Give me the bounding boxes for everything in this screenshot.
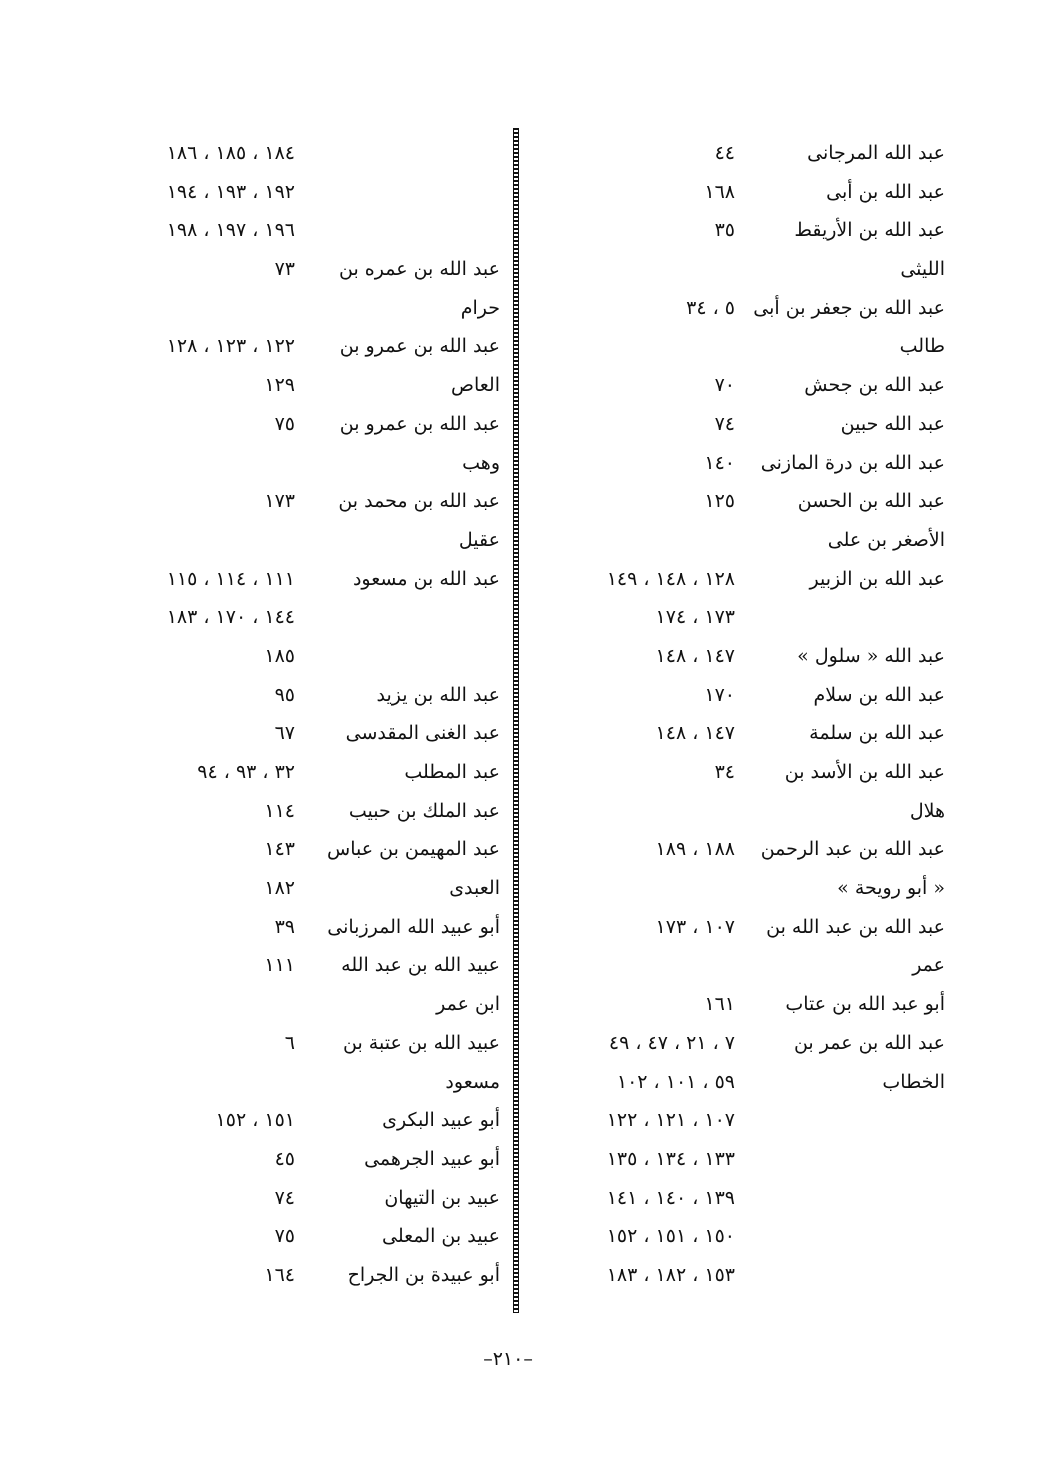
- entry-pages: ١٤٧ ، ١٤٨: [655, 644, 735, 667]
- entry-name: عبد الله بن الحسن: [797, 490, 945, 513]
- entry-pages: ١٨٨ ، ١٨٩: [655, 838, 735, 861]
- entry-pages: ١٧٠: [704, 683, 735, 706]
- entry-pages: ١٠٧ ، ١٢١ ، ١٢٢: [606, 1109, 735, 1132]
- index-column-left: [120, 138, 500, 1298]
- entry-name: عبيد الله بن عبد الله: [341, 954, 500, 977]
- entry-name: عبد المهيمن بن عباس: [327, 838, 500, 861]
- index-entry: [545, 641, 945, 680]
- index-entry: [545, 1067, 945, 1106]
- entry-pages: ١١١ ، ١١٤ ، ١١٥: [166, 567, 295, 590]
- index-entry: [120, 950, 500, 989]
- entry-pages: ١٤٧ ، ١٤٨: [655, 722, 735, 745]
- entry-name: عبد الله حبين: [840, 412, 945, 435]
- index-entry: [120, 564, 500, 603]
- entry-pages: ١٦٨: [704, 180, 735, 203]
- index-entry: [545, 448, 945, 487]
- index-entry: [120, 293, 500, 332]
- index-entry: [120, 1105, 500, 1144]
- entry-pages: ١٥٠ ، ١٥١ ، ١٥٢: [606, 1225, 735, 1248]
- entry-name: العاص: [451, 374, 500, 397]
- entry-name: أبو عبيد الجرهمى: [364, 1147, 500, 1170]
- index-entry: [545, 1105, 945, 1144]
- index-entry: [545, 834, 945, 873]
- entry-name: عبد الله بن عبد الله بن: [766, 915, 945, 938]
- entry-name: عبد الله بن سلمة: [809, 722, 945, 745]
- entry-pages: ٥ ، ٣٤: [686, 296, 735, 319]
- entry-pages: ٧٥: [274, 1225, 295, 1248]
- index-entry: [120, 834, 500, 873]
- entry-name: عقيل: [458, 528, 500, 551]
- index-entry: [120, 912, 500, 951]
- entry-pages: ١٣٩ ، ١٤٠ ، ١٤١: [606, 1186, 735, 1209]
- index-entry: [545, 525, 945, 564]
- index-entry: [120, 486, 500, 525]
- index-entry: [545, 1028, 945, 1067]
- index-entry: [120, 448, 500, 487]
- index-entry: [545, 177, 945, 216]
- entry-pages: ١٨٥: [264, 644, 295, 667]
- entry-name: عبد الله بن الزبير: [809, 567, 945, 590]
- index-entry: [545, 1144, 945, 1183]
- entry-pages: ١٩٢ ، ١٩٣ ، ١٩٤: [166, 180, 295, 203]
- index-entry: [120, 138, 500, 177]
- index-entry: [120, 1067, 500, 1106]
- index-entry: [545, 293, 945, 332]
- entry-name: عبد الله بن محمد بن: [338, 490, 500, 513]
- entry-pages: ٧٤: [274, 1186, 295, 1209]
- index-entry: [120, 1144, 500, 1183]
- entry-name: عبد الله « سلول »: [797, 644, 945, 667]
- entry-pages: ١٩٦ ، ١٩٧ ، ١٩٨: [166, 219, 295, 242]
- entry-pages: ٣٩: [274, 915, 295, 938]
- index-entry: [120, 602, 500, 641]
- index-entry: [545, 254, 945, 293]
- entry-name: عبد الله بن جعفر بن أبى: [753, 296, 945, 319]
- entry-pages: ٦٧: [274, 722, 295, 745]
- entry-pages: ٧٠: [714, 374, 735, 397]
- entry-name: عبد الله بن عمره بن: [338, 258, 500, 281]
- entry-pages: ١٢٥: [704, 490, 735, 513]
- entry-pages: ٤٤: [714, 142, 735, 164]
- entry-pages: ١٤٣: [264, 838, 295, 861]
- index-entry: [545, 331, 945, 370]
- entry-pages: ١٢٩: [264, 374, 295, 397]
- index-entry: [120, 370, 500, 409]
- entry-name: عبد الغنى المقدسى: [345, 722, 500, 745]
- entry-pages: ١٧٣ ، ١٧٤: [655, 606, 735, 629]
- entry-pages: ١٠٧ ، ١٧٣: [655, 915, 735, 938]
- entry-pages: ٧٤: [714, 412, 735, 435]
- index-entry: [545, 989, 945, 1028]
- entry-name: طالب: [899, 335, 945, 358]
- entry-pages: ٦: [284, 1031, 295, 1054]
- entry-pages: ١١١: [264, 954, 295, 977]
- entry-name: عبيد الله بن عتبة بن: [343, 1031, 500, 1054]
- index-entry: [120, 757, 500, 796]
- entry-pages: ١٨٢: [264, 877, 295, 900]
- entry-name: عبد الله بن يزيد: [376, 683, 500, 706]
- entry-pages: ١٣٣ ، ١٣٤ ، ١٣٥: [606, 1147, 735, 1170]
- entry-name: العبدى: [449, 877, 500, 900]
- index-entry: [545, 912, 945, 951]
- entry-name: الليثى: [900, 258, 945, 281]
- entry-pages: ١٢٢ ، ١٢٣ ، ١٢٨: [166, 335, 295, 358]
- index-entry: [545, 680, 945, 719]
- entry-pages: ١٤٠: [704, 451, 735, 474]
- page-number: –٢١٠–: [483, 1348, 533, 1370]
- entry-name: عبد الله بن عمرو بن: [339, 412, 500, 435]
- entry-pages: ١٥١ ، ١٥٢: [215, 1109, 295, 1132]
- entry-name: « أبو رويحة »: [837, 877, 945, 900]
- index-entry: [120, 680, 500, 719]
- index-entry: [545, 1183, 945, 1222]
- index-entry: [545, 564, 945, 603]
- entry-pages: ١٦١: [704, 993, 735, 1016]
- index-entry: [120, 873, 500, 912]
- index-entry: [120, 254, 500, 293]
- index-entry: [120, 718, 500, 757]
- entry-name: عبد الله بن أبى: [826, 180, 945, 203]
- index-entry: [545, 370, 945, 409]
- index-entry: [545, 602, 945, 641]
- index-entry: [545, 1221, 945, 1260]
- entry-name: الخطاب: [882, 1070, 945, 1093]
- entry-name: الأصغر بن على: [827, 528, 945, 551]
- entry-name: عبد الله بن سلام: [813, 683, 945, 706]
- entry-name: عبيد بن المعلى: [382, 1225, 500, 1248]
- entry-pages: ٧٣: [274, 258, 295, 281]
- index-entry: [120, 409, 500, 448]
- entry-pages: ٣٥: [714, 219, 735, 242]
- entry-name: عبد الله بن الأسد بن: [784, 761, 945, 783]
- index-entry: [545, 1260, 945, 1299]
- entry-name: عبد الله بن مسعود: [352, 567, 500, 590]
- index-entry: [545, 486, 945, 525]
- entry-name: عبد الله بن عمر بن: [793, 1031, 945, 1054]
- column-divider: [513, 128, 519, 1313]
- entry-pages: ٣٢ ، ٩٣ ، ٩٤: [197, 761, 295, 783]
- entry-name: عبد الله بن عمرو بن: [339, 335, 500, 358]
- entry-pages: ١٢٨ ، ١٤٨ ، ١٤٩: [606, 567, 735, 590]
- index-column-right: [545, 138, 945, 1298]
- index-entry: [120, 1260, 500, 1299]
- entry-name: ابن عمر: [436, 993, 500, 1016]
- index-entry: [120, 331, 500, 370]
- entry-pages: ٩٥: [274, 683, 295, 706]
- entry-pages: ٧٥: [274, 412, 295, 435]
- index-entry: [120, 1221, 500, 1260]
- entry-name: عبيد بن التيهان: [384, 1186, 500, 1209]
- entry-name: عبد الله بن جحش: [804, 374, 945, 397]
- entry-name: عبد الله المرجانى: [807, 142, 945, 164]
- entry-name: هلال: [909, 799, 945, 822]
- index-entry: [545, 718, 945, 757]
- index-entry: [120, 989, 500, 1028]
- entry-name: عبد المطلب: [404, 761, 500, 783]
- index-entry: [545, 757, 945, 796]
- entry-name: أبو عبد الله بن عتاب: [785, 993, 945, 1016]
- entry-name: عبد الملك بن حبيب: [348, 799, 500, 822]
- entry-pages: ١٥٣ ، ١٨٢ ، ١٨٣: [606, 1263, 735, 1286]
- entry-pages: ١١٤: [264, 799, 295, 822]
- entry-name: وهب: [462, 451, 500, 474]
- index-entry: [545, 138, 945, 177]
- entry-pages: ٥٩ ، ١٠١ ، ١٠٢: [616, 1070, 735, 1093]
- entry-name: عبد الله بن عبد الرحمن: [760, 838, 945, 861]
- entry-pages: ٣٤: [714, 761, 735, 783]
- entry-pages: ١٨٤ ، ١٨٥ ، ١٨٦: [166, 142, 295, 164]
- index-entry: [545, 409, 945, 448]
- entry-name: أبو عبيد الله المرزبانى: [327, 915, 500, 938]
- entry-pages: ٧ ، ٢١ ، ٤٧ ، ٤٩: [608, 1031, 735, 1054]
- index-entry: [545, 215, 945, 254]
- index-entry: [120, 177, 500, 216]
- entry-name: أبو عبيد البكرى: [382, 1109, 500, 1132]
- entry-name: مسعود: [445, 1070, 500, 1093]
- index-entry: [120, 215, 500, 254]
- index-entry: [545, 796, 945, 835]
- entry-name: عبد الله بن الأريقط: [794, 219, 945, 242]
- entry-name: أبو عبيدة بن الجراح: [347, 1263, 500, 1286]
- entry-pages: ١٧٣: [264, 490, 295, 513]
- index-entry: [545, 950, 945, 989]
- index-entry: [120, 1028, 500, 1067]
- index-entry: [120, 1183, 500, 1222]
- entry-pages: ١٦٤: [264, 1263, 295, 1286]
- entry-pages: ٤٥: [274, 1147, 295, 1170]
- index-entry: [120, 641, 500, 680]
- index-entry: [120, 525, 500, 564]
- index-entry: [120, 796, 500, 835]
- entry-name: حرام: [460, 296, 500, 319]
- entry-name: عمر: [912, 954, 945, 977]
- entry-name: عبد الله بن درة المازنى: [760, 451, 945, 474]
- entry-pages: ١٤٤ ، ١٧٠ ، ١٨٣: [166, 606, 295, 629]
- index-entry: [545, 873, 945, 912]
